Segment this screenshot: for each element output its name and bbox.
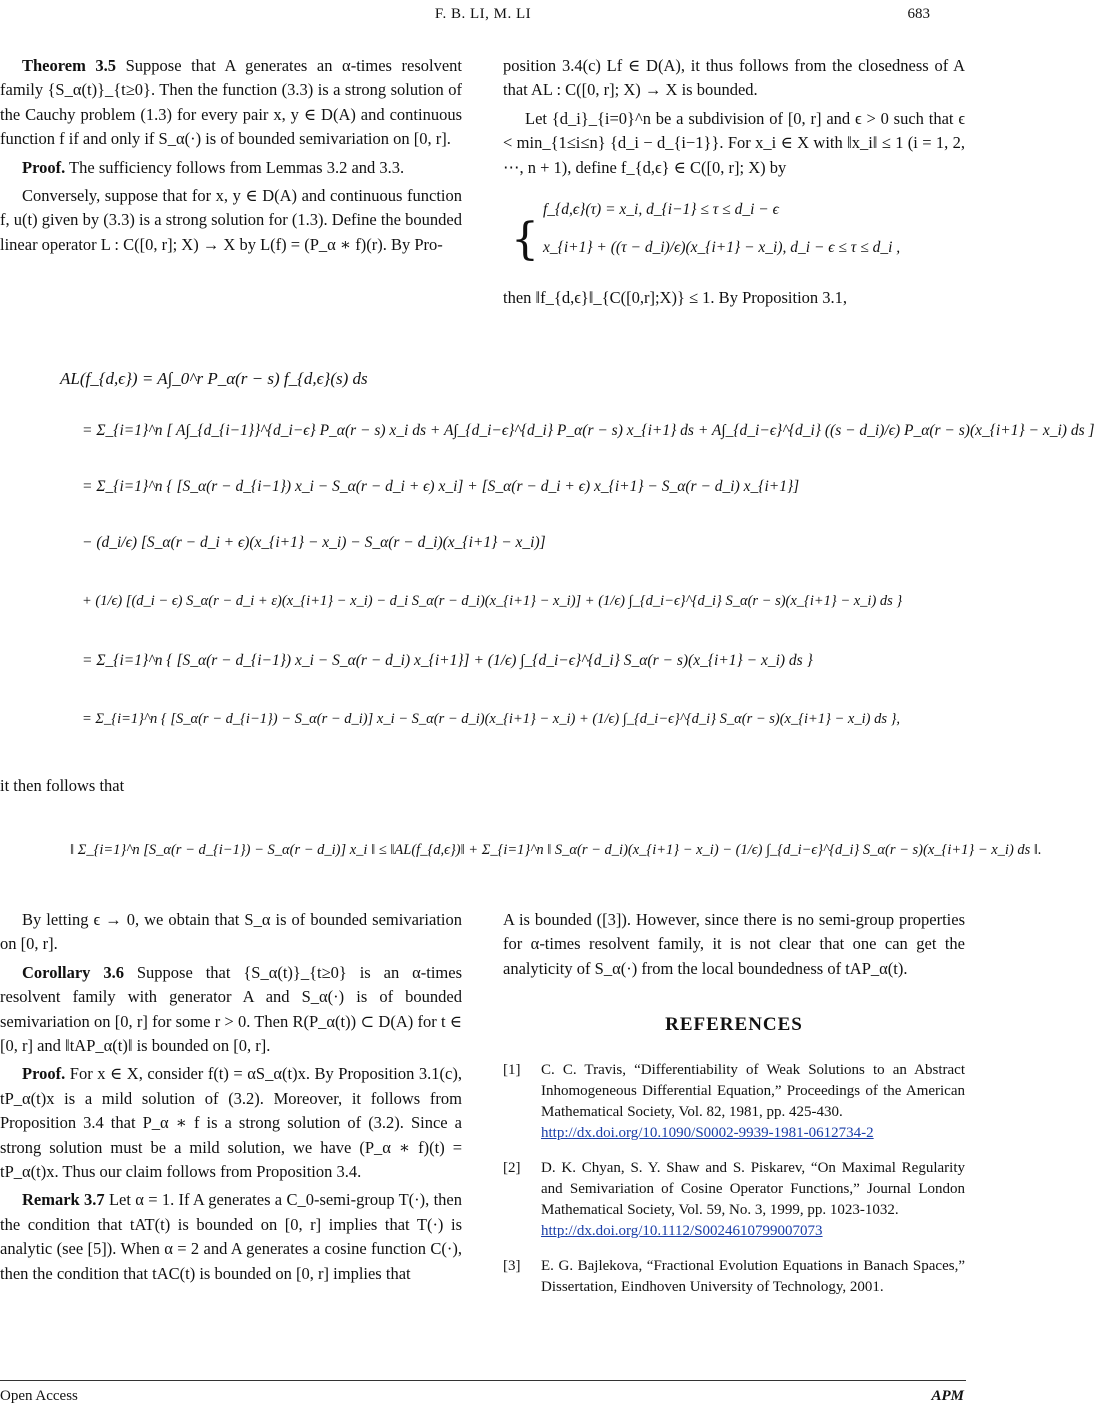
footer-open-access: Open Access — [0, 1388, 78, 1404]
proof-label: Proof. — [22, 157, 66, 177]
references-heading: REFERENCES — [665, 1014, 803, 1036]
footer-rule — [0, 1380, 966, 1381]
brace-glyph: { — [511, 214, 539, 266]
inequality: ‖ Σ_{i=1}^n [S_α(r − d_{i−1}) − S_α(r − d_i)] x_i ‖ ≤ ‖AL(f_{d,ϵ})‖ + Σ_{i=1}^n ‖ S_α(r − d_i)(x_{i+1} − x_i) − (1/ϵ) ∫_{d_i−ϵ}^{d_i} S_α(r − s)(x_{i+1} − x_i) ds ‖. — [70, 842, 1042, 858]
equation-line-5: + (1/ϵ) [(d_i − ϵ) S_α(r − d_i + ε)(x_{i+1} − x_i) − d_i S_α(r − d_i)(x_{i+1} − x_i)] + (1/ϵ) ∫_{d_i−ϵ}^{d_i} S_α(r − s)(x_{i+1} − x_i) ds } — [82, 593, 903, 609]
proposition-continuation: position 3.4(c) Lf ∈ D(A), it thus follows from the closedness of A that AL : C([0, r]; X) → X is bounded. — [503, 56, 965, 100]
equation-line-1: AL(f_{d,ϵ}) = A∫_0^r P_α(r − s) f_{d,ϵ}(s) ds — [60, 369, 368, 388]
reference-doi-link[interactable]: http://dx.doi.org/10.1112/S0024610799007073 — [541, 1222, 823, 1239]
left-column-top — [0, 54, 462, 261]
reference-number: [2] — [503, 1159, 521, 1176]
piecewise-case-2: x_{i+1} + ((τ − d_i)/ϵ)(x_{i+1} − x_i), d_i − ϵ ≤ τ ≤ d_i , — [543, 239, 901, 257]
proof2-text: For x ∈ X, consider f(t) = αS_α(t)x. By Proposition 3.1(c), tP_α(t)x is a mild solution of (3.2). Moreover, it follows from Proposition 3.4 that P_α ∗ f is a strong solution of (3.2). Since a strong solution must be a mild solution, we have (P_α ∗ f)(t) = tP_α(t)x. Thus our claim follows from Proposition 3.4. — [0, 1064, 462, 1182]
equation-line-7: = Σ_{i=1}^n { [S_α(r − d_{i−1}) − S_α(r − d_i)] x_i − S_α(r − d_i)(x_{i+1} − x_i) + (1/ϵ) ∫_{d_i−ϵ}^{d_i} S_α(r − s)(x_{i+1} − x_i) ds }, — [82, 711, 901, 727]
equation-line-3: = Σ_{i=1}^n { [S_α(r − d_{i−1}) x_i − S_α(r − d_i + ϵ) x_i] + [S_α(r − d_i + ϵ) x_{i+1} − S_α(r − d_i) x_{i+1}] — [82, 478, 800, 495]
corollary-text: Suppose that {S_α(t)}_{t≥0} is an α-times resolvent family with generator A and S_α(·) is of bounded semivariation on [0, r] for some r > 0. Then R(P_α(t)) ⊂ D(A) for t ∈ [0, r] and ‖tAP_α(t)‖ is bounded on [0, r]. — [0, 962, 462, 1056]
reference-number: [3] — [503, 1257, 521, 1274]
piecewise-case-1: f_{d,ϵ}(τ) = x_i, d_{i−1} ≤ τ ≤ d_i − ϵ — [543, 201, 779, 219]
equation-line-2: = Σ_{i=1}^n [ A∫_{d_{i−1}}^{d_i−ϵ} P_α(r − s) x_i ds + A∫_{d_i−ϵ}^{d_i} P_α(r − s) x_{i+1} ds + A∫_{d_i−ϵ}^{d_i} ((s − d_i)/ϵ) P_α(r − s)(x_{i+1} − x_i) ds ] — [82, 422, 1095, 439]
equation-line-6: = Σ_{i=1}^n { [S_α(r − d_{i−1}) x_i − S_α(r − d_i) x_{i+1}] + (1/ϵ) ∫_{d_i−ϵ}^{d_i} S_α(r − s)(x_{i+1} − x_i) ds } — [82, 652, 813, 669]
right-column-bottom — [503, 908, 965, 1312]
running-header: F. B. LI, M. LI — [434, 6, 532, 22]
reference-text: C. C. Travis, “Differentiability of Weak Solutions to an Abstract Inhomogeneous Differential Equation,” Proceedings of the American Mathematical Society, Vol. 82, 1981, pp. 425-430. — [541, 1061, 965, 1120]
reference-text: E. G. Bajlekova, “Fractional Evolution Equations in Banach Spaces,” Dissertation, Eindhoven University of Technology, 2001. — [541, 1257, 965, 1295]
proof-text: The sufficiency follows from Lemmas 3.2 and 3.3. — [65, 157, 405, 177]
follows-text: it then follows that — [0, 776, 125, 795]
remark-label: Remark 3.7 — [22, 1190, 105, 1210]
page-number: 683 — [907, 6, 930, 22]
piecewise-definition — [503, 184, 965, 280]
reference-doi-link[interactable]: http://dx.doi.org/10.1090/S0002-9939-1981-0612734-2 — [541, 1124, 874, 1141]
right-column-top — [503, 54, 965, 314]
theorem-text: Suppose that A generates an α-times resolvent family {S_α(t)}_{t≥0}. Then the function (3.3) is a strong solution of the Cauchy problem (1.3) for every pair x, y ∈ D(A) and continuous function f if and only if S_α(·) is of bounded semivariation on [0, r]. — [0, 56, 462, 149]
theorem-label: Theorem 3.5 — [22, 56, 117, 75]
reference-text: D. K. Chyan, S. Y. Shaw and S. Piskarev, “On Maximal Regularity and Semivariation of Cosine Operator Functions,” Journal London Mathematical Society, Vol. 59, No. 3, 1999, pp. 1023-1032. — [541, 1159, 965, 1218]
reference-item — [503, 1256, 965, 1298]
equation-line-4: − (d_i/ϵ) [S_α(r − d_i + ϵ)(x_{i+1} − x_i) − S_α(r − d_i)(x_{i+1} − x_i)] — [82, 534, 546, 551]
reference-item — [503, 1158, 965, 1242]
left-column-bottom — [0, 908, 462, 1290]
corollary-label: Corollary 3.6 — [22, 962, 124, 982]
remark-continuation: A is bounded ([3]). However, since there is no semi-group properties for α-times resolvent family, it is not clear that one can get the analyticity of S_α(·) from the local boundedness of tAP_α(t). — [503, 910, 965, 978]
reference-number: [1] — [503, 1061, 521, 1078]
letting-text: By letting ϵ → 0, we obtain that S_α is of bounded semivariation on [0, r]. — [0, 910, 462, 954]
converse-text: Conversely, suppose that for x, y ∈ D(A) and continuous function f, u(t) given by (3.3) is a strong solution for (1.3). Define the bounded linear operator L : C([0, r]; X) → X by L(f) = (P_α ∗ f)(r). By Pro- — [0, 186, 462, 254]
remark-text: Let α = 1. If A generates a C_0-semi-group T(·), then the condition that tAT(t) is bounded on [0, r] implies that T(·) is analytic (see [5]). When α = 2 and A generates a cosine function C(·), then the condition that tAC(t) is bounded on [0, r] implies that — [0, 1190, 463, 1283]
then-text: then ‖f_{d,ϵ}‖_{C([0,r];X)} ≤ 1. By Proposition 3.1, — [503, 288, 848, 308]
footer-journal: APM — [931, 1388, 964, 1404]
reference-item — [503, 1060, 965, 1144]
proof2-label: Proof. — [22, 1064, 66, 1084]
subdivision-text: Let {d_i}_{i=0}^n be a subdivision of [0, r] and ϵ > 0 such that ϵ < min_{1≤i≤n} {d_i − d_{i−1}}. For x_i ∈ X with ‖x_i‖ ≤ 1 (i = 1, 2, ⋯, n + 1), define f_{d,ϵ} ∈ C([0, r]; X) by — [503, 108, 965, 177]
references-list — [503, 1060, 965, 1298]
